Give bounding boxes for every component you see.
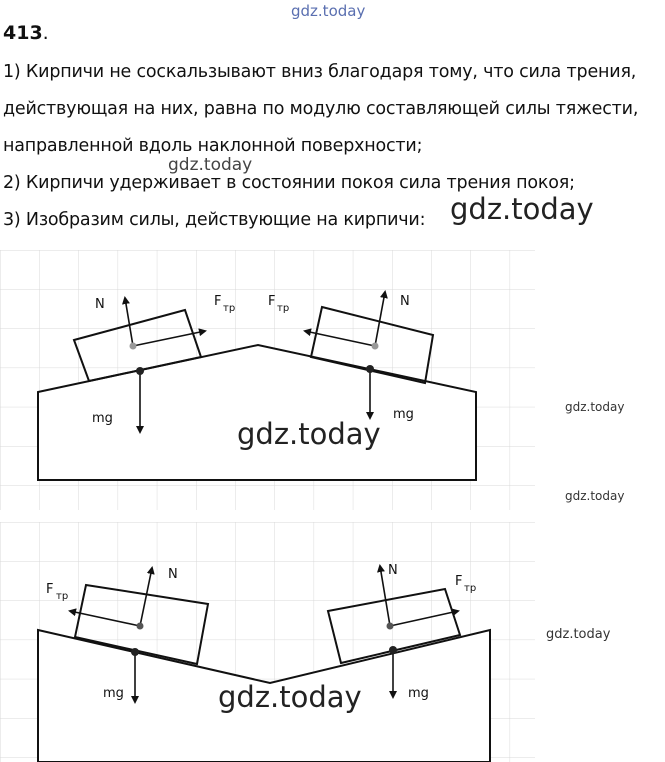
- application-point: [387, 623, 394, 630]
- label-friction-sub: тр: [277, 303, 290, 314]
- figure-2: [0, 522, 535, 762]
- watermark-small-3: gdz.today: [546, 627, 611, 642]
- center-of-mass-point: [389, 646, 397, 654]
- watermark-large: gdz.today: [450, 192, 594, 226]
- label-friction-sub: тр: [223, 303, 236, 314]
- label-gravity: mg: [92, 411, 113, 426]
- label-friction: F: [46, 582, 54, 597]
- center-of-mass-point: [366, 365, 374, 373]
- watermark-small-1: gdz.today: [565, 400, 625, 414]
- label-gravity: mg: [408, 686, 429, 701]
- application-point: [130, 343, 137, 350]
- answer-line-4: 2) Кирпичи удерживает в состоянии покоя сила трения покоя;: [3, 173, 575, 193]
- center-of-mass-point: [131, 648, 139, 656]
- label-normal: N: [388, 563, 398, 578]
- watermark-top: gdz.today: [291, 2, 366, 20]
- label-friction-sub: тр: [464, 583, 477, 594]
- label-normal: N: [400, 294, 410, 309]
- answer-line-5: 3) Изобразим силы, действующие на кирпичи:: [3, 210, 426, 230]
- center-of-mass-point: [136, 367, 144, 375]
- label-normal: N: [95, 297, 105, 312]
- figure-1: [0, 250, 535, 510]
- label-friction: F: [268, 294, 276, 309]
- answer-line-2: действующая на них, равна по модулю составляющей силы тяжести,: [3, 99, 639, 119]
- label-friction-sub: тр: [56, 591, 69, 602]
- answer-line-1: 1) Кирпичи не соскальзывают вниз благодаря тому, что сила трения,: [3, 62, 637, 82]
- label-friction: F: [214, 294, 222, 309]
- label-friction: F: [455, 574, 463, 589]
- task-number-value: 413: [3, 22, 43, 44]
- answer-line-3: направленной вдоль наклонной поверхности;: [3, 136, 423, 156]
- label-gravity: mg: [393, 407, 414, 422]
- watermark-figure-1: gdz.today: [237, 417, 381, 451]
- watermark-small-2: gdz.today: [565, 489, 625, 503]
- application-point: [372, 343, 379, 350]
- task-number-dot: .: [42, 22, 49, 44]
- application-point: [137, 623, 144, 630]
- label-normal: N: [168, 567, 178, 582]
- watermark-figure-2: gdz.today: [218, 680, 362, 714]
- label-gravity: mg: [103, 686, 124, 701]
- watermark-middle: gdz.today: [168, 155, 253, 175]
